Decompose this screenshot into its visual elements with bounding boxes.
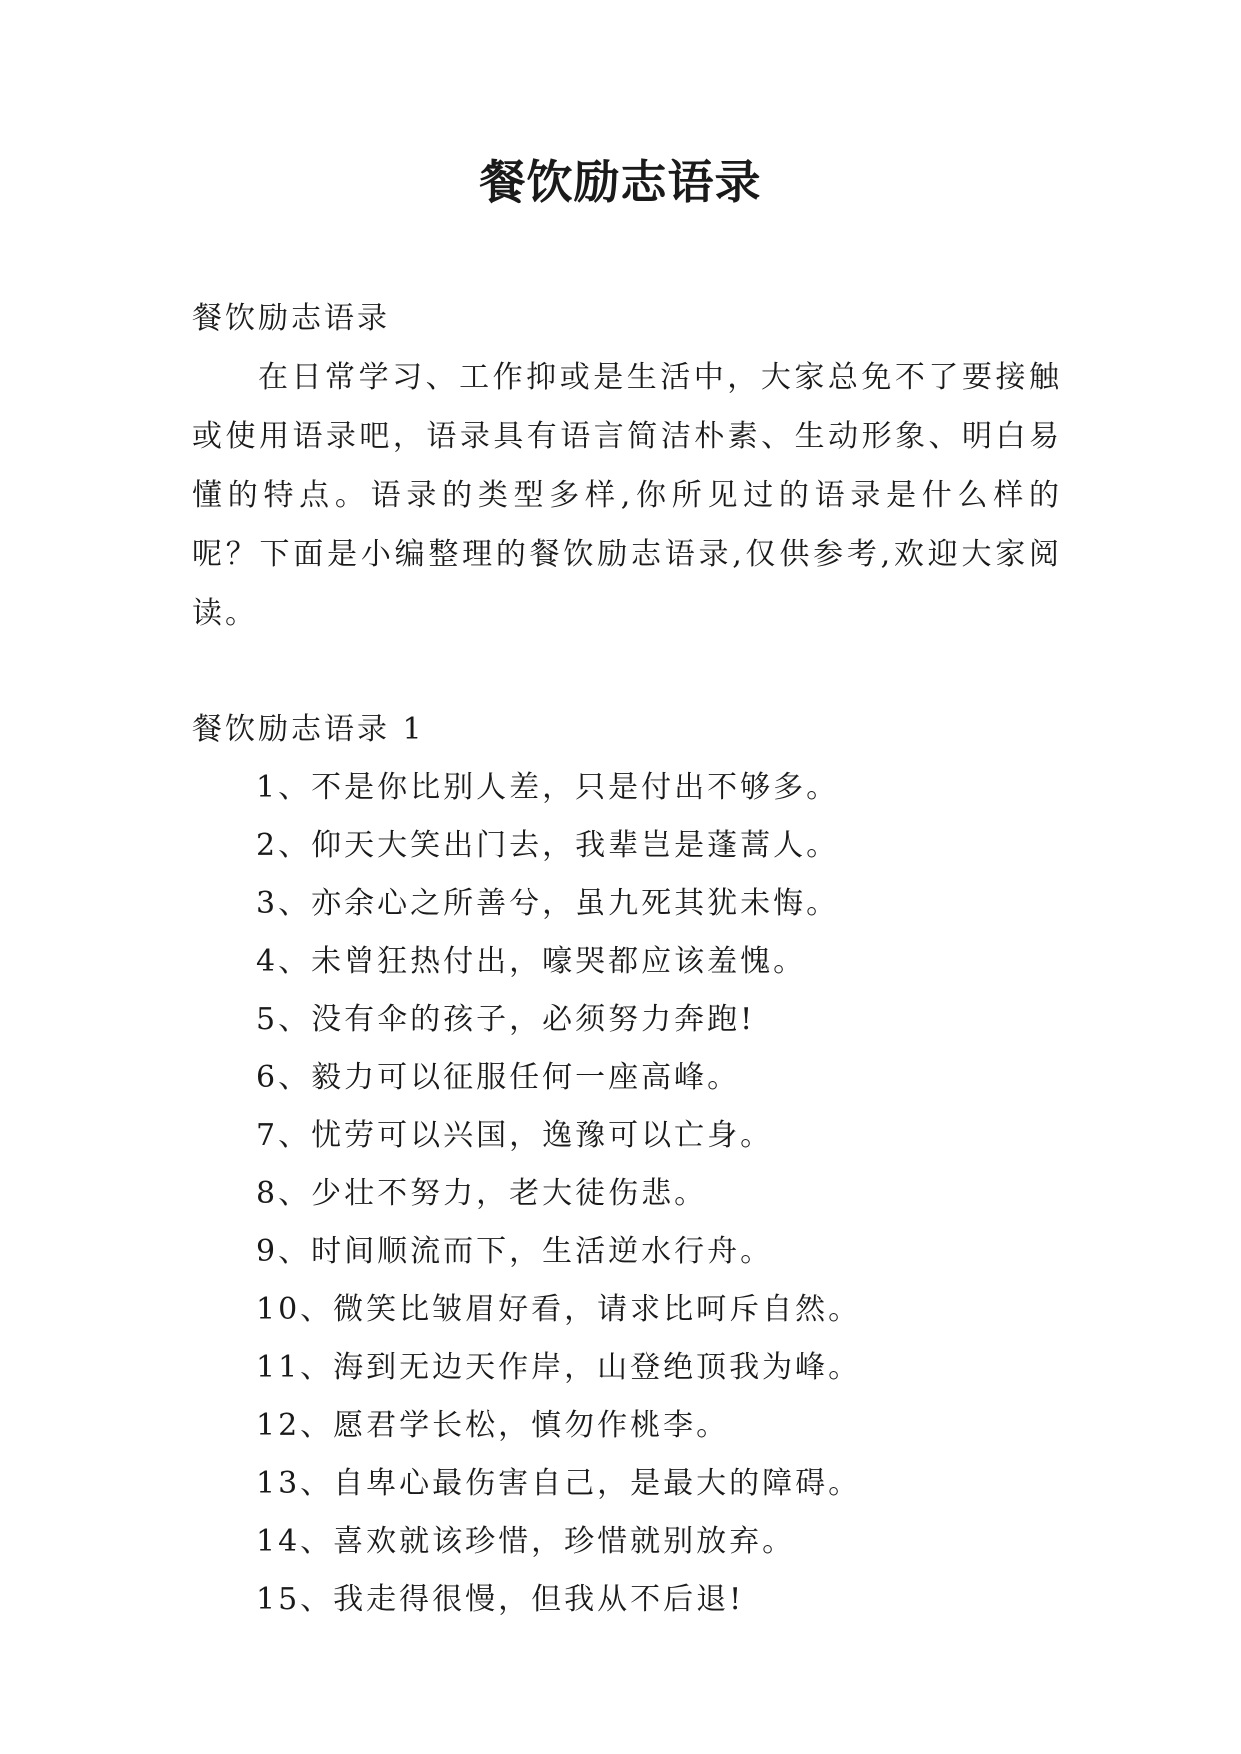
list-item: 10、微笑比皱眉好看，请求比呵斥自然。 xyxy=(256,1292,862,1327)
spacer xyxy=(192,643,1062,701)
list-item: 9、时间顺流而下，生活逆水行舟。 xyxy=(256,1234,774,1269)
document-body xyxy=(192,290,1062,1629)
list-item: 12、愿君学长松，慎勿作桃李。 xyxy=(256,1408,730,1443)
list-item: 5、没有伞的孩子，必须努力奔跑! xyxy=(256,1002,756,1037)
list-item: 13、自卑心最伤害自己，是最大的障碍。 xyxy=(256,1466,862,1501)
list-item: 1、不是你比别人差，只是付出不够多。 xyxy=(256,770,840,805)
list-item: 6、毅力可以征服任何一座高峰。 xyxy=(256,1060,741,1095)
list-item: 3、亦余心之所善兮，虽九死其犹未悔。 xyxy=(256,886,840,921)
list-item: 4、未曾狂热付出，嚎哭都应该羞愧。 xyxy=(256,944,807,979)
list-item: 15、我走得很慢，但我从不后退! xyxy=(256,1582,745,1617)
intro-paragraph: 在日常学习、工作抑或是生活中，大家总免不了要接触或使用语录吧，语录具有语言简洁朴素、生动形象、明白易懂的特点。语录的类型多样,你所见过的语录是什么样的呢？下面是小编整理的餐饮励志语录,仅供参考,欢迎大家阅读。 xyxy=(192,360,1062,631)
list-item: 11、海到无边天作岸，山登绝顶我为峰。 xyxy=(256,1350,862,1385)
list-item: 8、少壮不努力，老大徒伤悲。 xyxy=(256,1176,708,1211)
list-item: 14、喜欢就该珍惜，珍惜就别放弃。 xyxy=(256,1524,796,1559)
subtitle: 餐饮励志语录 xyxy=(192,301,390,336)
list-item: 2、仰天大笑出门去，我辈岂是蓬蒿人。 xyxy=(256,828,840,863)
section-heading: 餐饮励志语录 1 xyxy=(192,712,425,747)
document-title: 餐饮励志语录 xyxy=(479,155,762,209)
list-item: 7、忧劳可以兴国，逸豫可以亡身。 xyxy=(256,1118,774,1153)
